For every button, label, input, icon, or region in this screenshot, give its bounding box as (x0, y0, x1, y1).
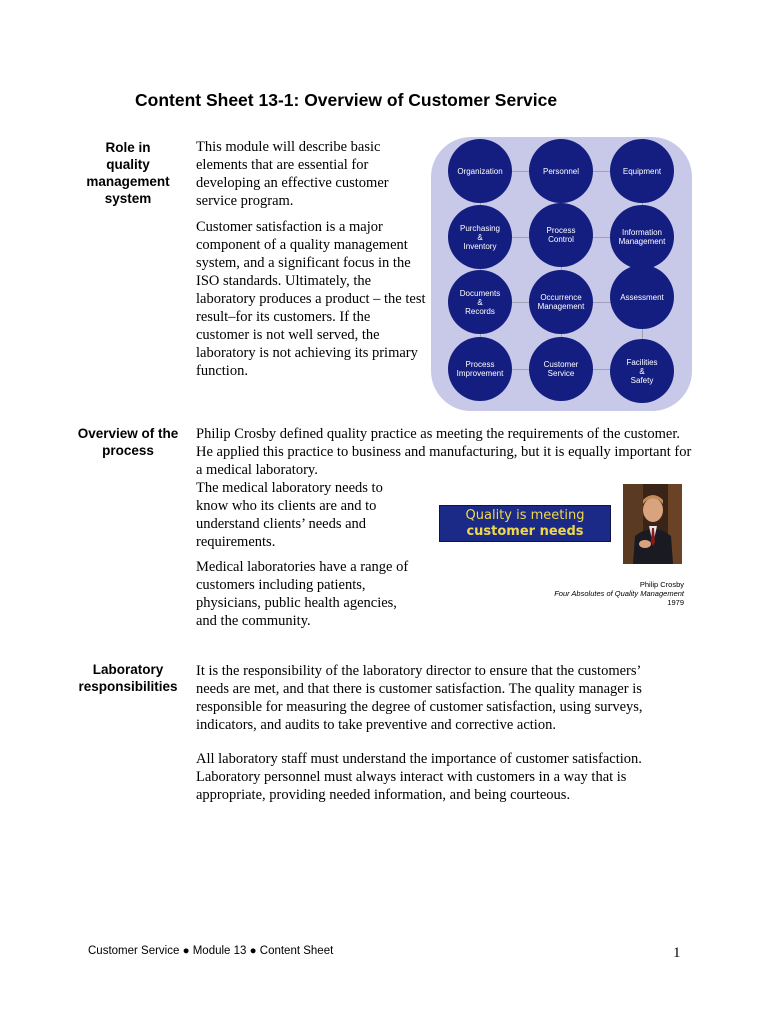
responsibilities-paragraph-1: It is the responsibility of the laboratory director to ensure that the customers’ needs are met, and that there is customer satisfaction. The quality manager is responsible for measuring the degree of customer satisfaction, using surveys, indicators, and audits to take preventive and corrective action. (196, 663, 643, 733)
overview-paragraph-1: Philip Crosby defined quality practice as meeting the requirements of the customer. He applied this practice to business and manufacturing, but it is equally important for a medical laboratory. (196, 426, 692, 478)
node-process-control: Process Control (529, 203, 593, 267)
role-paragraph-1: This module will describe basic elements that are essential for developing an effective customer service program. (196, 139, 389, 209)
responsibilities-paragraph-2: All laboratory staff must understand the importance of customer satisfaction. Laboratory personnel must always interact with customers in a way that is appropriate, providing needed information, and being courteous. (196, 751, 642, 803)
node-purchasing-inventory: Purchasing & Inventory (448, 205, 512, 269)
section-heading-responsibilities: Laboratory responsibilities (78, 662, 178, 694)
callout-line-1: Quality is meeting (465, 508, 585, 523)
caption-book: Four Absolutes of Quality Management (554, 589, 684, 598)
node-customer-service: Customer Service (529, 337, 593, 401)
philip-crosby-photo (623, 484, 682, 564)
overview-paragraph-2: Medical laboratories have a range of customers including patients, physicians, public health agencies, and the community. (196, 559, 409, 629)
page-title: Content Sheet 13-1: Overview of Customer Service (135, 90, 558, 110)
node-personnel: Personnel (529, 139, 593, 203)
section-heading-role: Role in quality management system (86, 140, 170, 206)
section-heading-overview: Overview of the process (77, 426, 179, 458)
overview-paragraph-1-continued: The medical laboratory needs to know who its clients are and to understand clients’ needs and requirements. (196, 480, 383, 550)
node-equipment: Equipment (610, 139, 674, 203)
node-facilities-safety: Facilities & Safety (610, 339, 674, 403)
page-number: 1 (673, 945, 681, 961)
quality-system-essentials-diagram (431, 137, 692, 411)
callout-line-2: customer needs (466, 524, 584, 539)
node-organization: Organization (448, 139, 512, 203)
caption-name: Philip Crosby (639, 580, 684, 589)
node-assessment: Assessment (610, 265, 674, 329)
photo-caption (554, 580, 684, 607)
node-process-improvement: Process Improvement (448, 337, 512, 401)
node-information-management: Information Management (610, 205, 674, 269)
caption-year: 1979 (667, 598, 684, 607)
node-documents-records: Documents & Records (448, 270, 512, 334)
role-paragraph-2: Customer satisfaction is a major component of a quality management system, and a significant focus in the ISO standards. Ultimately, the laboratory produces a product – the test result–for its customers. If the customer is not well served, the laboratory is not achieving its primary function. (196, 219, 426, 379)
footer-text: Customer Service ● Module 13 ● Content Sheet (88, 945, 334, 957)
node-occurrence-management: Occurrence Management (529, 270, 593, 334)
quality-quote-callout (439, 505, 611, 542)
